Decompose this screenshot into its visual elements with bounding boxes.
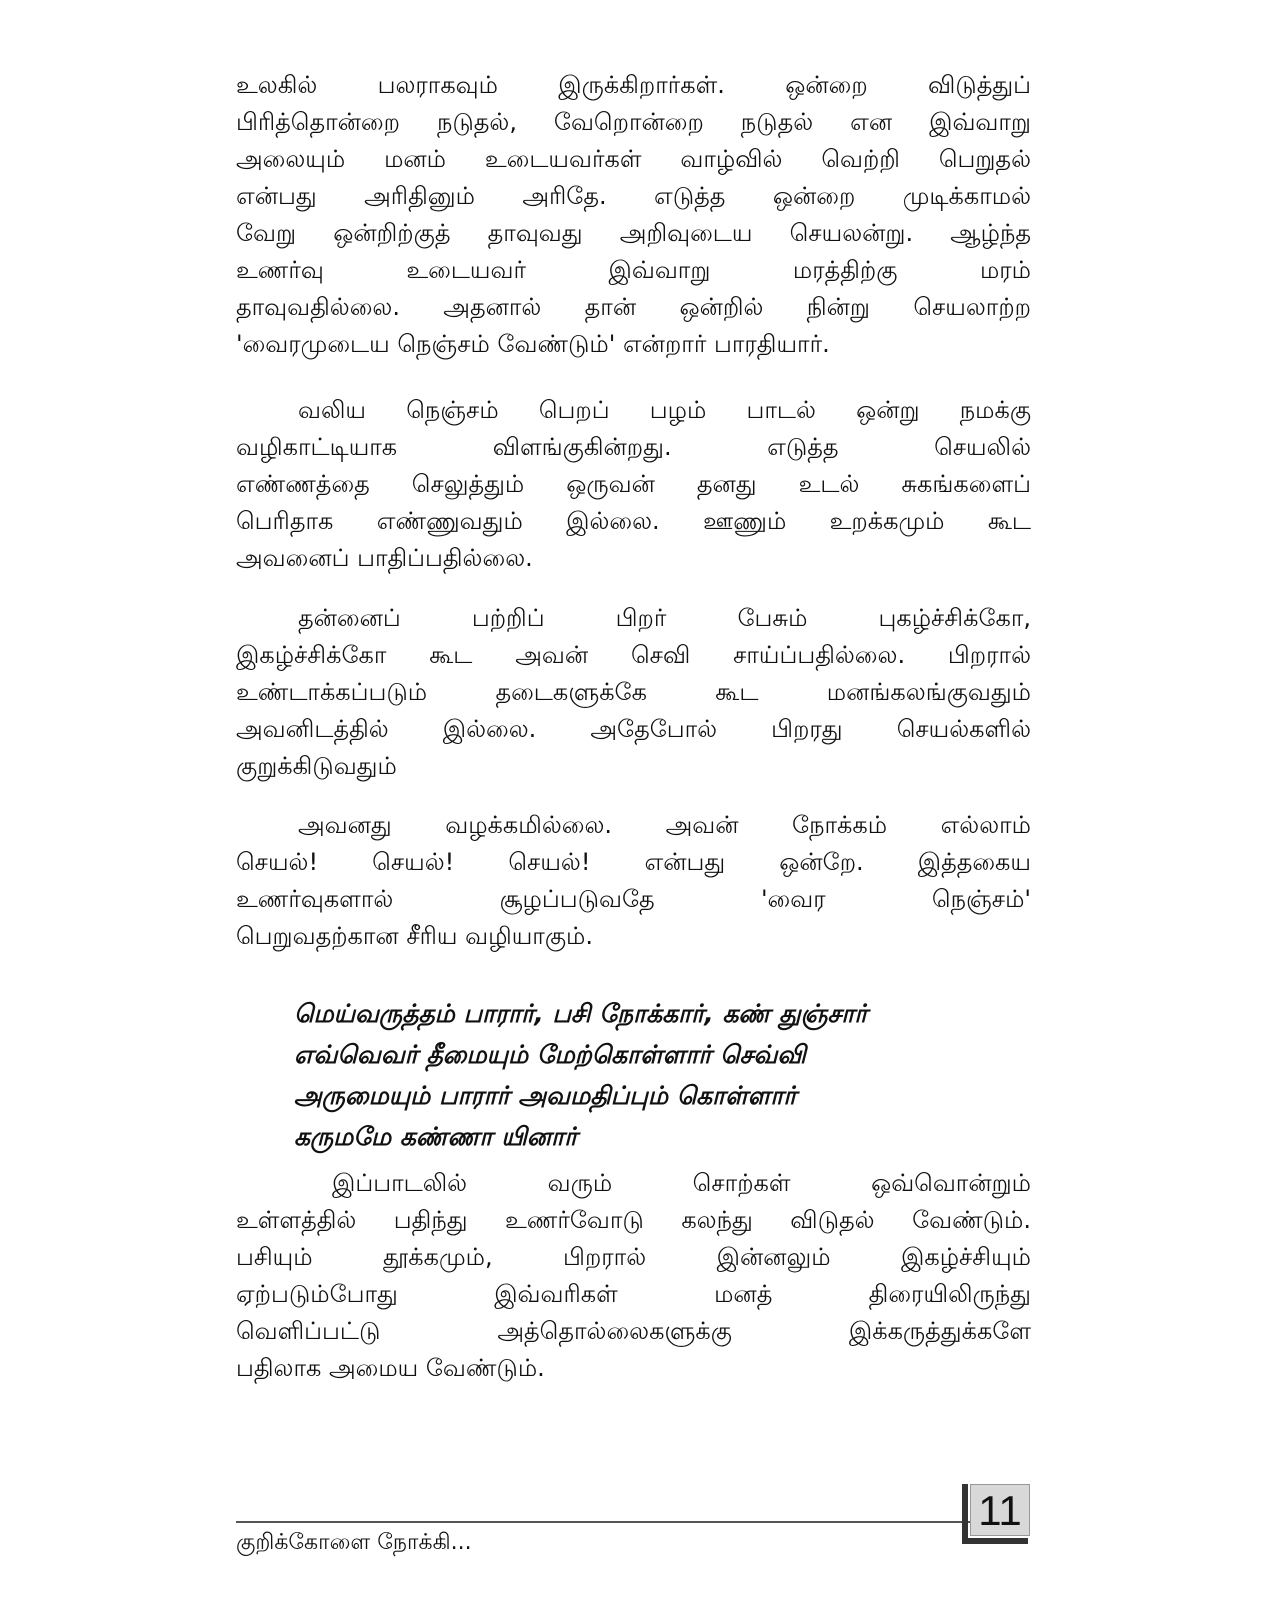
text-line: தாவுவதில்லை. அதனால் தான் ஒன்றில் நின்று செயலாற்ற xyxy=(236,293,1031,321)
paragraph-5 xyxy=(236,1165,1031,1387)
text-line: ஏற்படும்போது இவ்வரிகள் மனத் திரையிலிருந்து xyxy=(236,1280,1031,1308)
text-line: பெரிதாக எண்ணுவதும் இல்லை. ஊணும் உறக்கமும் கூட xyxy=(236,507,1031,535)
text-line: உள்ளத்தில் பதிந்து உணர்வோடு கலந்து விடுதல் வேண்டும். xyxy=(236,1206,1031,1234)
verse-block xyxy=(294,993,1014,1157)
text-line: வெளிப்பட்டு அத்தொல்லைகளுக்கு இக்கருத்துக்களே xyxy=(236,1317,1031,1345)
text-line: வழிகாட்டியாக விளங்குகின்றது. எடுத்த செயலில் xyxy=(236,433,1031,461)
text-line: என்பது அரிதினும் அரிதே. எடுத்த ஒன்றை முடிக்காமல் xyxy=(236,182,1031,210)
footer-divider xyxy=(236,1521,971,1523)
text-line: பசியும் தூக்கமும், பிறரால் இன்னலும் இகழ்ச்சியும் xyxy=(236,1243,1031,1271)
text-line: பதிலாக அமைய வேண்டும். xyxy=(236,1354,545,1382)
text-line: அலையும் மனம் உடையவர்கள் வாழ்வில் வெற்றி பெறுதல் xyxy=(236,145,1031,173)
text-line: செயல்! செயல்! செயல்! என்பது ஒன்றே. இத்தகைய xyxy=(236,848,1031,876)
text-line: தன்னைப் பற்றிப் பிறர் பேசும் புகழ்ச்சிக்கோ, xyxy=(298,604,1031,632)
text-line: உணர்வுகளால் சூழப்படுவதே 'வைர நெஞ்சம்' xyxy=(236,885,1031,913)
verse-line: கருமமே கண்ணா யினார் xyxy=(294,1122,578,1151)
text-line: அவனது வழக்கமில்லை. அவன் நோக்கம் எல்லாம் xyxy=(298,811,1031,839)
text-line: பிரித்தொன்றை நடுதல், வேறொன்றை நடுதல் என இவ்வாறு xyxy=(236,108,1031,136)
text-line: 'வைரமுடைய நெஞ்சம் வேண்டும்' என்றார் பாரதியார். xyxy=(236,330,830,358)
paragraph-2 xyxy=(236,392,1031,577)
text-line: உணர்வு உடையவர் இவ்வாறு மரத்திற்கு மரம் xyxy=(236,256,1031,284)
page-number: 11 xyxy=(970,1484,1030,1536)
text-line: வேறு ஒன்றிற்குத் தாவுவது அறிவுடைய செயலன்று. ஆழ்ந்த xyxy=(236,219,1031,247)
text-line: உண்டாக்கப்படும் தடைகளுக்கே கூட மனங்கலங்குவதும் xyxy=(236,678,1031,706)
verse-line: எவ்வெவர் தீமையும் மேற்கொள்ளார் செவ்வி xyxy=(294,1040,806,1069)
text-line: உலகில் பலராகவும் இருக்கிறார்கள். ஒன்றை விடுத்துப் xyxy=(236,71,1031,99)
paragraph-4 xyxy=(236,807,1031,955)
verse-line: மெய்வருத்தம் பாரார், பசி நோக்கார், கண் துஞ்சார் xyxy=(294,999,868,1028)
text-line: இப்பாடலில் வரும் சொற்கள் ஒவ்வொன்றும் xyxy=(332,1169,1031,1197)
text-line: குறுக்கிடுவதும் xyxy=(236,752,397,780)
text-line: இகழ்ச்சிக்கோ கூட அவன் செவி சாய்ப்பதில்லை. பிறரால் xyxy=(236,641,1031,669)
text-line: அவனைப் பாதிப்பதில்லை. xyxy=(236,544,533,572)
text-line: வலிய நெஞ்சம் பெறப் பழம் பாடல் ஒன்று நமக்கு xyxy=(298,396,1031,424)
verse-line: அருமையும் பாரார் அவமதிப்பும் கொள்ளார் xyxy=(294,1081,797,1110)
text-line: அவனிடத்தில் இல்லை. அதேபோல் பிறரது செயல்களில் xyxy=(236,715,1031,743)
paragraph-3 xyxy=(236,600,1031,785)
paragraph-1 xyxy=(236,67,1031,363)
text-line: எண்ணத்தை செலுத்தும் ஒருவன் தனது உடல் சுகங்களைப் xyxy=(236,470,1031,498)
footer-title: குறிக்கோளை நோக்கி... xyxy=(236,1530,472,1555)
text-line: பெறுவதற்கான சீரிய வழியாகும். xyxy=(236,922,593,950)
